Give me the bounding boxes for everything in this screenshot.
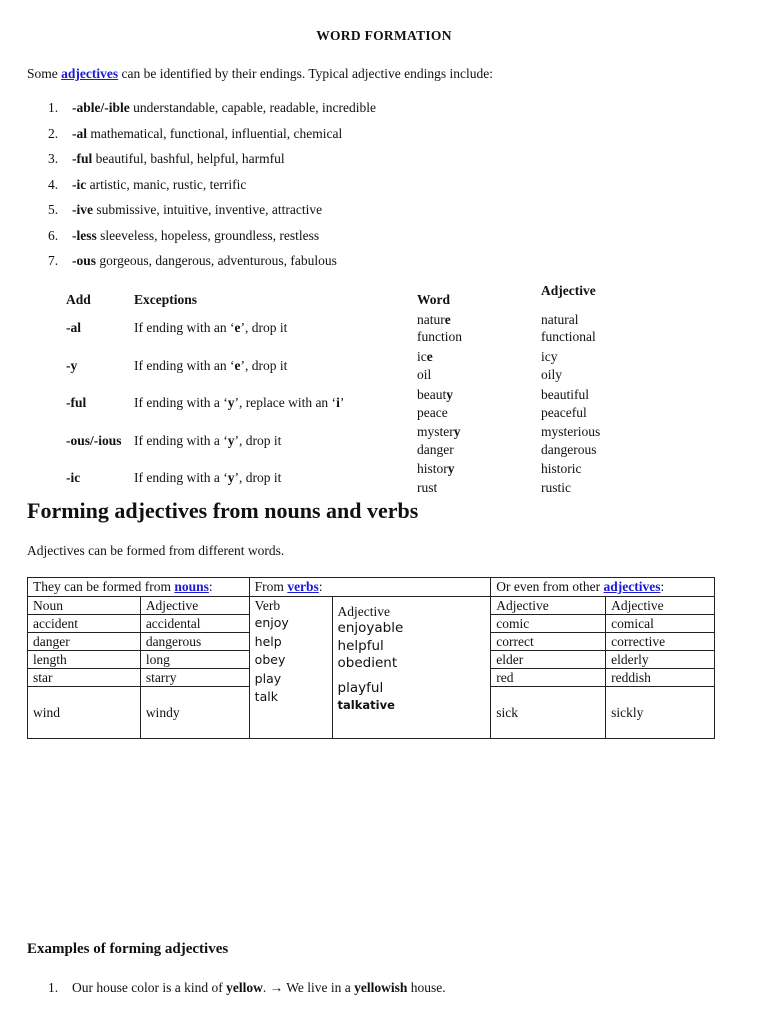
rules-exception: If ending with a ‘y’, replace with an ‘i’ <box>134 395 345 410</box>
example-words: submissive, intuitive, inventive, attractive <box>93 202 323 217</box>
rules-add: -ous/-ious <box>66 433 122 448</box>
intro-text-after: can be identified by their endings. Typical adjective endings include: <box>118 66 493 81</box>
adjectives-link-table[interactable]: adjectives <box>603 579 661 594</box>
suffix: -less <box>72 227 97 243</box>
rules-word: history <box>417 461 455 476</box>
suffix: -al <box>72 125 87 141</box>
rules-header-adjective: Adjective <box>541 283 596 298</box>
list-item: playful <box>337 679 384 696</box>
nouns-header: They can be formed from nouns: <box>28 578 250 597</box>
adjectives-link[interactable]: adjectives <box>61 66 119 81</box>
suffix: -ive <box>72 202 93 217</box>
rules-add: -ic <box>66 470 81 485</box>
rules-adjective: historic <box>541 461 582 476</box>
rules-header-word: Word <box>417 292 451 307</box>
list-item: enjoy <box>254 615 289 630</box>
verb-adjectives-cell <box>332 597 491 739</box>
adjective-cell: reddish <box>606 669 715 687</box>
noun-cell: wind <box>28 687 141 739</box>
example-words: understandable, capable, readable, incredible <box>129 100 376 115</box>
list-item: talkative <box>337 698 395 712</box>
intro-paragraph <box>27 66 493 82</box>
table-row <box>28 578 715 597</box>
rules-add: -al <box>66 320 81 335</box>
list-item: 5. -ive submissive, intuitive, inventive, attractive <box>48 202 323 217</box>
section-intro: Adjectives can be formed from different words. <box>27 543 285 558</box>
example-words: sleeveless, hopeless, groundless, restless <box>96 227 320 243</box>
example-words: beautiful, bashful, helpful, harmful <box>92 151 285 166</box>
rules-adjective: rustic <box>541 480 571 495</box>
col-header-verb: Verb <box>254 598 281 613</box>
list-item: enjoyable <box>337 620 404 636</box>
rules-exception: If ending with a ‘y’, drop it <box>134 470 282 485</box>
rules-header-add: Add <box>66 292 91 307</box>
rules-word: oil <box>417 367 432 382</box>
page-title: WORD FORMATION <box>316 28 452 43</box>
section-heading: Forming adjectives from nouns and verbs <box>27 498 419 523</box>
list-item: obey <box>254 652 286 667</box>
rules-word: rust <box>417 480 438 495</box>
list-item: 3. -ful beautiful, bashful, helpful, harmful <box>48 151 285 166</box>
rules-word: danger <box>417 442 454 457</box>
adjective-cell: red <box>491 669 606 687</box>
rules-word: function <box>417 329 462 344</box>
rules-add: -ful <box>66 395 87 410</box>
examples-heading: Examples of forming adjectives <box>27 941 229 957</box>
rules-adjective: mysterious <box>541 424 601 439</box>
list-item: 2. -al mathematical, functional, influential, chemical <box>48 125 343 141</box>
noun-cell: accident <box>28 615 141 633</box>
list-item: obedient <box>337 655 398 671</box>
verb-list <box>255 614 327 707</box>
table-row <box>28 597 715 615</box>
list-item: helpful <box>337 637 384 654</box>
example-words: gorgeous, dangerous, adventurous, fabulous <box>96 253 337 268</box>
example-words: mathematical, functional, influential, chemical <box>87 125 343 141</box>
example-words: artistic, manic, rustic, terrific <box>86 176 247 192</box>
example-item: 1. Our house color is a kind of yellow. → We live in a yellowish house. <box>48 980 446 995</box>
list-item: 1. -able/-ible understandable, capable, readable, incredible <box>48 100 376 115</box>
list-item: help <box>254 633 282 649</box>
adjectives-header: Or even from other adjectives: <box>491 578 715 597</box>
rules-exception: If ending with a ‘y’, drop it <box>134 433 282 448</box>
adjective-cell: sick <box>491 687 606 739</box>
endings-list <box>48 100 376 279</box>
list-item: play <box>254 670 282 686</box>
verbs-link[interactable]: verbs <box>287 579 319 594</box>
nouns-link[interactable]: nouns <box>174 579 209 594</box>
rules-adjective: dangerous <box>541 442 597 457</box>
rules-exception: If ending with an ‘e’, drop it <box>134 320 288 335</box>
col-header-adjective: Adjective <box>140 597 249 615</box>
suffix: -ous <box>72 253 97 268</box>
adjective-cell: elderly <box>606 651 715 669</box>
adjective-cell: comical <box>606 615 715 633</box>
adjective-cell: elder <box>491 651 606 669</box>
list-item: talk <box>254 689 278 704</box>
rules-word: peace <box>417 405 448 420</box>
list-item: 6. -less sleeveless, hopeless, groundless, restless <box>48 227 320 243</box>
suffix: -able/-ible <box>72 100 130 115</box>
adjective-cell: long <box>140 651 249 669</box>
rules-adjective: beautiful <box>541 387 589 402</box>
noun-cell: length <box>28 651 141 669</box>
formation-table <box>27 577 715 739</box>
suffix: -ful <box>72 151 93 166</box>
suffix: -ic <box>72 176 87 192</box>
rules-adjective: icy <box>541 349 558 364</box>
rules-word: ice <box>417 349 433 364</box>
rules-adjective: functional <box>541 329 596 344</box>
rules-word: beauty <box>417 387 453 402</box>
rules-header-exceptions: Exceptions <box>134 292 198 307</box>
adjective-cell: corrective <box>606 633 715 651</box>
rules-word: nature <box>417 312 451 327</box>
list-item: 7. -ous gorgeous, dangerous, adventurous, fabulous <box>48 253 337 268</box>
adjective-cell: windy <box>140 687 249 739</box>
rules-word: mystery <box>417 424 461 439</box>
verbs-cell <box>249 597 332 739</box>
adjective-cell: sickly <box>606 687 715 739</box>
rules-adjective: natural <box>541 312 579 327</box>
col-header-noun: Noun <box>28 597 141 615</box>
adjective-cell: accidental <box>140 615 249 633</box>
intro-text-before: Some <box>27 66 62 81</box>
rules-add: -y <box>66 358 78 373</box>
col-header-adjective: Adjective <box>337 604 391 619</box>
list-item: 4. -ic artistic, manic, rustic, terrific <box>48 176 247 192</box>
col-header-adjective: Adjective <box>606 597 715 615</box>
rules-adjective: peaceful <box>541 405 587 420</box>
noun-cell: star <box>28 669 141 687</box>
col-header-adjective: Adjective <box>491 597 606 615</box>
adjective-cell: correct <box>491 633 606 651</box>
rules-adjective: oily <box>541 367 563 382</box>
adjective-cell: dangerous <box>140 633 249 651</box>
verbs-header: From verbs: <box>249 578 491 597</box>
noun-cell: danger <box>28 633 141 651</box>
rules-exception: If ending with an ‘e’, drop it <box>134 358 288 373</box>
adjective-cell: comic <box>491 615 606 633</box>
adjective-cell: starry <box>140 669 249 687</box>
